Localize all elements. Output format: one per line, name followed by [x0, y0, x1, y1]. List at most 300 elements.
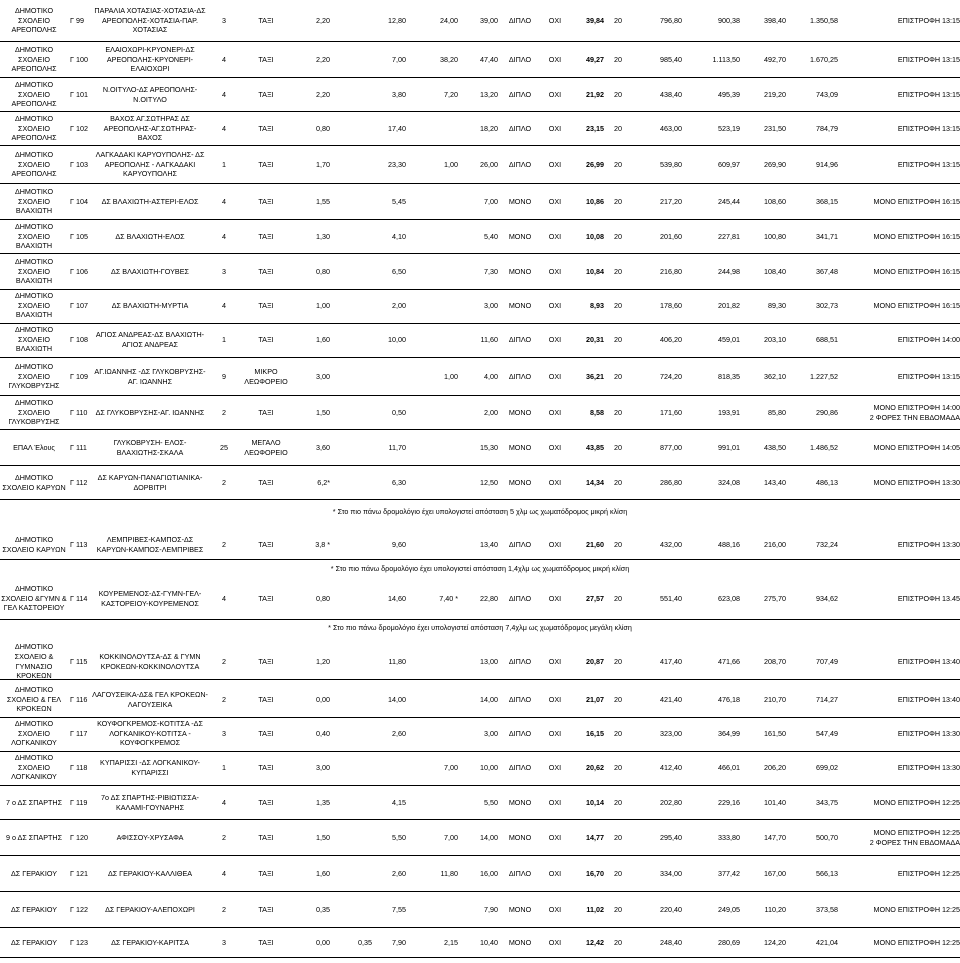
cell-vehicle: ΤΑΞΙ — [258, 89, 274, 99]
cell-code: Γ 122 — [70, 904, 88, 914]
cell-vehicle: ΤΑΞΙ — [258, 694, 274, 704]
cell-code: Γ 115 — [70, 656, 88, 666]
cell-escort: ΟΧΙ — [548, 656, 562, 666]
cell-k3 — [420, 892, 458, 927]
cell-v4: 1.670,25 — [810, 54, 838, 64]
cell-students: 2 — [222, 656, 226, 666]
cell-code: Γ 100 — [70, 54, 88, 64]
cell-escort: ΟΧΙ — [548, 231, 562, 241]
cell-k4: 4,00 — [484, 371, 498, 381]
cell-days: 20 — [614, 334, 622, 344]
cell-code: Γ 103 — [70, 159, 88, 169]
cell-vehicle: ΤΑΞΙ — [258, 266, 274, 276]
cell-k1: 2,20 — [316, 54, 330, 64]
cell-students: 4 — [222, 231, 226, 241]
cell-v4: 341,71 — [816, 231, 838, 241]
cell-type: ΜΟΝΟ — [508, 904, 532, 914]
cell-k3: 11,80 — [440, 868, 458, 878]
cell-sched: ΕΠΙΣΤΡΟΦΗ 12:25 — [897, 868, 960, 878]
cell-escort: ΟΧΙ — [548, 407, 562, 417]
cell-v3: 143,40 — [764, 477, 786, 487]
cell-k1: 1,55 — [316, 196, 330, 206]
cell-code: Γ 118 — [70, 762, 88, 772]
cell-sched: ΕΠΙΣΤΡΟΦΗ 13:30 — [897, 539, 960, 549]
cell-k4: 10,40 — [480, 937, 498, 947]
cell-v1: 171,60 — [660, 407, 682, 417]
cell-k1: 1,50 — [316, 407, 330, 417]
cell-v1: 421,40 — [660, 694, 682, 704]
cell-v3: 269,90 — [764, 159, 786, 169]
cell-v1: 551,40 — [660, 593, 682, 603]
cell-school: ΔΗΜΟΤΙΚΟ ΣΧΟΛΕΙΟ ΑΡΕΟΠΟΛΗΣ — [11, 114, 57, 143]
cell-k3 — [420, 288, 458, 323]
cell-v2: 609,97 — [718, 159, 740, 169]
cell-v2: 818,35 — [718, 371, 740, 381]
cell-v2: 991,01 — [718, 442, 740, 452]
cell-escort: ΟΧΙ — [548, 300, 562, 310]
cell-route: ΚΥΠΑΡΙΣΣΙ -ΔΣ ΛΟΓΚΑΝΙΚΟΥ- ΚΥΠΑΡΙΣΣΙ — [100, 757, 200, 777]
cell-route: ΒΑΧΟΣ ΑΓ.ΣΩΤΗΡΑΣ ΔΣ ΑΡΕΟΠΟΛΗΣ-ΑΓ.ΣΩΤΗΡΑΣ- ΒΑΧΟΣ — [103, 114, 197, 143]
cell-total: 12,42 — [586, 937, 604, 947]
cell-total: 10,84 — [586, 266, 604, 276]
cell-v3: 89,30 — [768, 300, 786, 310]
cell-k2: 7,55 — [392, 904, 406, 914]
cell-v1: 248,40 — [660, 937, 682, 947]
cell-escort: ΟΧΙ — [548, 762, 562, 772]
cell-sched: ΕΠΙΣΤΡΟΦΗ 13:15 — [897, 123, 960, 133]
cell-route: ΠΑΡΑΛΙΑ ΧΟΤΑΣΙΑΣ-ΧΟΤΑΣΙΑ-ΔΣ ΑΡΕΟΠΟΛΗΣ-ΧΟΤΑΣΙΑ-ΠΑΡ. ΧΟΤΑΣΙΑΣ — [94, 6, 206, 35]
cell-v4: 343,75 — [816, 797, 838, 807]
cell-k4: 47,40 — [480, 54, 498, 64]
cell-v4: 688,51 — [816, 334, 838, 344]
cell-k4: 18,20 — [480, 123, 498, 133]
cell-v1: 539,80 — [660, 159, 682, 169]
cell-escort: ΟΧΙ — [548, 266, 562, 276]
cell-escort: ΟΧΙ — [548, 694, 562, 704]
table-row — [0, 856, 960, 892]
cell-k3 — [420, 430, 458, 465]
cell-total: 20,31 — [586, 334, 604, 344]
cell-students: 2 — [222, 407, 226, 417]
cell-k1: 1,30 — [316, 231, 330, 241]
cell-v1: 985,40 — [660, 54, 682, 64]
cell-v3: 101,40 — [764, 797, 786, 807]
cell-vehicle: ΤΑΞΙ — [258, 54, 274, 64]
cell-k1: 1,50 — [316, 832, 330, 842]
cell-days: 20 — [614, 159, 622, 169]
cell-total: 10,08 — [586, 231, 604, 241]
cell-k1b: 0,35 — [358, 937, 372, 947]
cell-sched: ΕΠΙΣΤΡΟΦΗ 13.45 — [897, 593, 960, 603]
cell-k3: 1,00 — [444, 159, 458, 169]
cell-v3: 210,70 — [764, 694, 786, 704]
cell-total: 10,14 — [586, 797, 604, 807]
cell-days: 20 — [614, 832, 622, 842]
cell-code: Γ 110 — [70, 407, 88, 417]
cell-k3 — [420, 254, 458, 289]
cell-sched: ΕΠΙΣΤΡΟΦΗ 13:40 — [897, 694, 960, 704]
cell-students: 4 — [222, 868, 226, 878]
cell-k3: 7,00 — [444, 832, 458, 842]
cell-v3: 208,70 — [764, 656, 786, 666]
cell-v1: 323,00 — [660, 728, 682, 738]
cell-sched: ΜΟΝΟ ΕΠΙΣΤΡΟΦΗ 12:25 2 ΦΟΡΕΣ ΤΗΝ ΕΒΔΟΜΑΔΑ — [869, 827, 960, 847]
cell-route: ΔΣ ΓΕΡΑΚΙΟΥ-ΑΛΕΠΟΧΩΡΙ — [105, 904, 195, 914]
cell-k2: 12,80 — [388, 15, 406, 25]
cell-total: 23,15 — [586, 123, 604, 133]
cell-total: 21,92 — [586, 89, 604, 99]
cell-type: ΔΙΠΛΟ — [508, 89, 532, 99]
cell-route: ΔΣ ΒΛΑΧΙΩΤΗ-ΜΥΡΤΙΑ — [111, 300, 189, 310]
cell-escort: ΟΧΙ — [548, 15, 562, 25]
cell-v3: 219,20 — [764, 89, 786, 99]
cell-v1: 796,80 — [660, 15, 682, 25]
cell-escort: ΟΧΙ — [548, 159, 562, 169]
cell-total: 39,84 — [586, 15, 604, 25]
cell-v2: 471,66 — [718, 656, 740, 666]
cell-days: 20 — [614, 477, 622, 487]
cell-k3: 7,00 — [444, 762, 458, 772]
cell-type: ΔΙΠΛΟ — [508, 159, 532, 169]
cell-type: ΔΙΠΛΟ — [508, 593, 532, 603]
cell-v1: 202,80 — [660, 797, 682, 807]
table-row — [0, 466, 960, 500]
cell-total: 14,77 — [586, 832, 604, 842]
cell-escort: ΟΧΙ — [548, 593, 562, 603]
table-row — [0, 254, 960, 290]
cell-code: Γ 123 — [70, 937, 88, 947]
cell-route: 7ο ΔΣ ΣΠΑΡΤΗΣ-ΡΙΒΙΩΤΙΣΣΑ- ΚΑΛΑΜΙ-ΓΟΥΝΑΡΗΣ — [101, 792, 199, 812]
cell-school: ΔΗΜΟΤΙΚΟ ΣΧΟΛΕΙΟ ΒΛΑΧΙΩΤΗ — [14, 257, 54, 286]
cell-days: 20 — [614, 266, 622, 276]
cell-k1: 0,00 — [316, 694, 330, 704]
cell-total: 14,34 — [586, 477, 604, 487]
cell-k4: 11,60 — [480, 334, 498, 344]
cell-vehicle: ΤΑΞΙ — [258, 937, 274, 947]
cell-days: 20 — [614, 797, 622, 807]
cell-school: ΔΗΜΟΤΙΚΟ ΣΧΟΛΕΙΟ ΛΟΓΚΑΝΙΚΟΥ — [11, 719, 57, 748]
cell-vehicle: ΤΑΞΙ — [258, 728, 274, 738]
cell-route: ΑΦΙΣΣΟΥ-ΧΡΥΣΑΦΑ — [116, 832, 184, 842]
footnote-1: * Στο πιο πάνω δρομολόγιο έχει υπολογιστεί απόσταση 5 χλμ ως χωματόδρομος μικρή κλίση — [332, 507, 628, 516]
cell-sched: ΕΠΙΣΤΡΟΦΗ 13:15 — [897, 89, 960, 99]
cell-v3: 216,00 — [764, 539, 786, 549]
cell-days: 20 — [614, 54, 622, 64]
cell-vehicle: ΤΑΞΙ — [258, 593, 274, 603]
cell-v1: 178,60 — [660, 300, 682, 310]
cell-k3 — [420, 112, 458, 145]
cell-v4: 714,27 — [816, 694, 838, 704]
cell-k2: 10,00 — [388, 334, 406, 344]
cell-students: 3 — [222, 15, 226, 25]
cell-sched: ΕΠΙΣΤΡΟΦΗ 13:15 — [897, 15, 960, 25]
cell-v2: 459,01 — [718, 334, 740, 344]
cell-total: 21,07 — [586, 694, 604, 704]
table-row — [0, 682, 960, 718]
cell-k4: 7,00 — [484, 196, 498, 206]
cell-type: ΜΟΝΟ — [508, 442, 532, 452]
cell-sched: ΕΠΙΣΤΡΟΦΗ 13:15 — [897, 371, 960, 381]
cell-v2: 201,82 — [718, 300, 740, 310]
cell-code: Γ 120 — [70, 832, 88, 842]
cell-k3 — [420, 466, 458, 499]
cell-sched: ΜΟΝΟ ΕΠΙΣΤΡΟΦΗ 12:25 — [873, 904, 960, 914]
cell-days: 20 — [614, 300, 622, 310]
cell-route: ΚΟΚΚΙΝΟΛΟΥΤΣΑ-ΔΣ & ΓΥΜΝ ΚΡΟΚΕΩΝ-ΚΟΚΚΙΝΟΛΟΥΤΣΑ — [99, 651, 201, 671]
cell-k3 — [420, 396, 458, 429]
cell-type: ΔΙΠΛΟ — [508, 334, 532, 344]
cell-v2: 280,69 — [718, 937, 740, 947]
cell-school: ΔΗΜΟΤΙΚΟ ΣΧΟΛΕΙΟ & ΓΥΜΝΑΣΙΟ ΚΡΟΚΕΩΝ — [14, 642, 54, 681]
cell-k1: 2,20 — [316, 89, 330, 99]
cell-students: 1 — [222, 334, 226, 344]
cell-students: 4 — [222, 593, 226, 603]
cell-code: Γ 107 — [70, 300, 88, 310]
cell-code: Γ 99 — [70, 15, 84, 25]
cell-vehicle: ΜΙΚΡΟ ΛΕΩΦΟΡΕΙΟ — [244, 366, 288, 386]
cell-v2: 900,38 — [718, 15, 740, 25]
cell-total: 26,99 — [586, 159, 604, 169]
cell-k3 — [420, 220, 458, 253]
cell-students: 1 — [222, 159, 226, 169]
cell-escort: ΟΧΙ — [548, 832, 562, 842]
table-row — [0, 112, 960, 146]
cell-days: 20 — [614, 728, 622, 738]
cell-vehicle: ΤΑΞΙ — [258, 904, 274, 914]
cell-type: ΔΙΠΛΟ — [508, 539, 532, 549]
cell-v1: 432,00 — [660, 539, 682, 549]
cell-k2: 4,10 — [392, 231, 406, 241]
cell-v2: 227,81 — [718, 231, 740, 241]
cell-sched: ΜΟΝΟ ΕΠΙΣΤΡΟΦΗ 16:15 — [873, 300, 960, 310]
cell-k1: 1,00 — [316, 300, 330, 310]
cell-v1: 438,40 — [660, 89, 682, 99]
cell-v1: 217,20 — [660, 196, 682, 206]
cell-v2: 495,39 — [718, 89, 740, 99]
cell-v4: 373,58 — [816, 904, 838, 914]
cell-students: 4 — [222, 196, 226, 206]
cell-route: ΚΟΥΦΟΓΚΡΕΜΟΣ-ΚΟΤΙΤΣΑ -ΔΣ ΛΟΓΚΑΝΙΚΟΥ-ΚΟΤΙΤΣΑ - ΚΟΥΦΟΓΚΡΕΜΟΣ — [97, 719, 203, 748]
cell-type: ΔΙΠΛΟ — [508, 762, 532, 772]
cell-v4: 302,73 — [816, 300, 838, 310]
cell-k4: 15,30 — [480, 442, 498, 452]
cell-v1: 724,20 — [660, 371, 682, 381]
table-row — [0, 578, 960, 620]
cell-k1: 3,00 — [316, 762, 330, 772]
cell-v1: 412,40 — [660, 762, 682, 772]
cell-students: 4 — [222, 300, 226, 310]
cell-code: Γ 116 — [70, 694, 88, 704]
cell-v1: 216,80 — [660, 266, 682, 276]
cell-type: ΜΟΝΟ — [508, 477, 532, 487]
cell-v4: 732,24 — [816, 539, 838, 549]
cell-v1: 406,20 — [660, 334, 682, 344]
cell-escort: ΟΧΙ — [548, 196, 562, 206]
cell-days: 20 — [614, 196, 622, 206]
cell-v3: 147,70 — [764, 832, 786, 842]
table-row — [0, 146, 960, 184]
cell-code: Γ 119 — [70, 797, 88, 807]
cell-code: Γ 102 — [70, 123, 88, 133]
cell-total: 27,57 — [586, 593, 604, 603]
cell-code: Γ 108 — [70, 334, 88, 344]
cell-total: 49,27 — [586, 54, 604, 64]
cell-days: 20 — [614, 937, 622, 947]
cell-k4: 13,40 — [480, 539, 498, 549]
table-row — [0, 750, 960, 786]
cell-v2: 333,80 — [718, 832, 740, 842]
footnote-3: * Στο πιο πάνω δρομολόγιο έχει υπολογιστεί απόσταση 7,4χλμ ως χωματόδρομος μεγάλη κλίση — [328, 623, 632, 632]
cell-vehicle: ΤΑΞΙ — [258, 539, 274, 549]
cell-vehicle: ΜΕΓΑΛΟ ΛΕΩΦΟΡΕΙΟ — [244, 437, 288, 457]
cell-days: 20 — [614, 656, 622, 666]
cell-school: ΔΗΜΟΤΙΚΟ ΣΧΟΛΕΙΟ ΒΛΑΧΙΩΤΗ — [14, 325, 54, 354]
cell-type: ΜΟΝΟ — [508, 937, 532, 947]
cell-escort: ΟΧΙ — [548, 937, 562, 947]
cell-students: 2 — [222, 904, 226, 914]
cell-school: ΔΗΜΟΤΙΚΟ ΣΧΟΛΕΙΟ ΚΑΡΥΩΝ — [2, 472, 66, 492]
cell-k2: 14,60 — [388, 593, 406, 603]
cell-vehicle: ΤΑΞΙ — [258, 797, 274, 807]
cell-v4: 367,48 — [816, 266, 838, 276]
cell-route: ΔΣ ΓΕΡΑΚΙΟΥ-ΚΑΛΛΙΘΕΑ — [107, 868, 193, 878]
cell-type: ΔΙΠΛΟ — [508, 54, 532, 64]
cell-v3: 438,50 — [764, 442, 786, 452]
cell-k4: 12,50 — [480, 477, 498, 487]
cell-escort: ΟΧΙ — [548, 123, 562, 133]
cell-code: Γ 112 — [70, 477, 88, 487]
cell-k1: 3,8 * — [315, 539, 330, 549]
cell-k3: 1,00 — [444, 371, 458, 381]
cell-route: ΑΓΙΟΣ ΑΝΔΡΕΑΣ-ΔΣ ΒΛΑΧΙΩΤΗ- ΑΓΙΟΣ ΑΝΔΡΕΑΣ — [95, 329, 205, 349]
cell-vehicle: ΤΑΞΙ — [258, 300, 274, 310]
cell-students: 4 — [222, 54, 226, 64]
cell-v4: 421,04 — [816, 937, 838, 947]
cell-route: ΔΣ ΒΛΑΧΙΩΤΗ-ΓΟΥΒΕΣ — [111, 266, 189, 276]
footnote-2: * Στο πιο πάνω δρομολόγιο έχει υπολογιστεί απόσταση 1,4χλμ ως χωματόδρομος μικρή κλίση — [330, 564, 630, 573]
cell-v2: 249,05 — [718, 904, 740, 914]
cell-students: 3 — [222, 266, 226, 276]
cell-vehicle: ΤΑΞΙ — [258, 15, 274, 25]
table-row — [0, 358, 960, 396]
cell-total: 20,87 — [586, 656, 604, 666]
cell-route: ΛΑΓΟΥΣΕΙΚΑ-ΔΣ& ΓΕΛ ΚΡΟΚΕΩΝ- ΛΑΓΟΥΣΕΙΚΑ — [92, 689, 208, 709]
cell-v4: 934,62 — [816, 593, 838, 603]
cell-escort: ΟΧΙ — [548, 371, 562, 381]
cell-school: ΔΗΜΟΤΙΚΟ ΣΧΟΛΕΙΟ ΚΑΡΥΩΝ — [2, 534, 66, 554]
cell-vehicle: ΤΑΞΙ — [258, 334, 274, 344]
cell-v4: 547,49 — [816, 728, 838, 738]
table-row — [0, 184, 960, 220]
cell-students: 4 — [222, 797, 226, 807]
cell-route: ΔΣ ΓΕΡΑΚΙΟΥ-ΚΑΡΙΤΣΑ — [111, 937, 189, 947]
cell-type: ΔΙΠΛΟ — [508, 123, 532, 133]
cell-v3: 362,10 — [764, 371, 786, 381]
cell-route: ΔΣ ΒΛΑΧΙΩΤΗ-ΑΣΤΕΡΙ-ΕΛΟΣ — [101, 196, 199, 206]
cell-v3: 492,70 — [764, 54, 786, 64]
cell-sched: ΕΠΙΣΤΡΟΦΗ 13:40 — [897, 656, 960, 666]
cell-v2: 523,19 — [718, 123, 740, 133]
cell-sched: ΕΠΙΣΤΡΟΦΗ 13:15 — [897, 159, 960, 169]
cell-k4: 13,20 — [480, 89, 498, 99]
cell-k2: 7,00 — [392, 54, 406, 64]
cell-code: Γ 104 — [70, 196, 88, 206]
cell-sched: ΕΠΙΣΤΡΟΦΗ 13:15 — [897, 54, 960, 64]
cell-k1: 6,2* — [317, 477, 330, 487]
cell-route: ΛΑΓΚΑΔΑΚΙ ΚΑΡΥΟΥΠΟΛΗΣ- ΔΣ ΑΡΕΟΠΟΛΗΣ - ΛΑΓΚΑΔΑΚΙ ΚΑΡΥΟΥΠΟΛΗΣ — [95, 150, 205, 179]
cell-school: ΕΠΑΛ Έλους — [13, 442, 55, 452]
cell-school: ΔΗΜΟΤΙΚΟ ΣΧΟΛΕΙΟ ΑΡΕΟΠΟΛΗΣ — [11, 45, 57, 74]
cell-k4: 39,00 — [480, 15, 498, 25]
table-row — [0, 42, 960, 78]
cell-k1: 1,60 — [316, 868, 330, 878]
cell-k4: 14,00 — [480, 694, 498, 704]
table-row — [0, 396, 960, 430]
cell-vehicle: ΤΑΞΙ — [258, 762, 274, 772]
cell-k2: 5,45 — [392, 196, 406, 206]
cell-school: 9 ο ΔΣ ΣΠΑΡΤΗΣ — [5, 832, 63, 842]
cell-v3: 231,50 — [764, 123, 786, 133]
cell-k4: 7,90 — [484, 904, 498, 914]
cell-type: ΜΟΝΟ — [508, 407, 532, 417]
cell-v2: 488,16 — [718, 539, 740, 549]
cell-sched: ΜΟΝΟ ΕΠΙΣΤΡΟΦΗ 12:25 — [873, 797, 960, 807]
cell-school: ΔΗΜΟΤΙΚΟ ΣΧΟΛΕΙΟ ΑΡΕΟΠΟΛΗΣ — [11, 6, 57, 35]
cell-vehicle: ΤΑΞΙ — [258, 123, 274, 133]
cell-v3: 85,80 — [768, 407, 786, 417]
cell-type: ΔΙΠΛΟ — [508, 15, 532, 25]
cell-v1: 201,60 — [660, 231, 682, 241]
cell-sched: ΜΟΝΟ ΕΠΙΣΤΡΟΦΗ 16:15 — [873, 231, 960, 241]
cell-total: 10,86 — [586, 196, 604, 206]
cell-vehicle: ΤΑΞΙ — [258, 656, 274, 666]
cell-v2: 364,99 — [718, 728, 740, 738]
cell-code: Γ 111 — [70, 442, 87, 452]
cell-school: ΔΣ ΓΕΡΑΚΙΟΥ — [11, 904, 57, 914]
cell-type: ΔΙΠΛΟ — [508, 728, 532, 738]
cell-route: ΔΣ ΓΛΥΚΟΒΡΥΣΗΣ-ΑΓ. ΙΩΑΝΝΗΣ — [95, 407, 205, 417]
cell-v1: 877,00 — [660, 442, 682, 452]
cell-type: ΜΟΝΟ — [508, 300, 532, 310]
cell-type: ΜΟΝΟ — [508, 797, 532, 807]
cell-v1: 220,40 — [660, 904, 682, 914]
cell-k2: 2,60 — [392, 868, 406, 878]
cell-code: Γ 109 — [70, 371, 88, 381]
cell-v4: 1.227,52 — [810, 371, 838, 381]
cell-v2: 377,42 — [718, 868, 740, 878]
cell-students: 2 — [222, 477, 226, 487]
cell-k4: 7,30 — [484, 266, 498, 276]
cell-k1: 0,80 — [316, 123, 330, 133]
cell-escort: ΟΧΙ — [548, 797, 562, 807]
cell-sched: ΜΟΝΟ ΕΠΙΣΤΡΟΦΗ 12:25 — [873, 937, 960, 947]
cell-days: 20 — [614, 593, 622, 603]
cell-days: 20 — [614, 539, 622, 549]
cell-v4: 500,70 — [816, 832, 838, 842]
cell-k4: 26,00 — [480, 159, 498, 169]
cell-escort: ΟΧΙ — [548, 728, 562, 738]
cell-students: 2 — [222, 832, 226, 842]
cell-type: ΜΟΝΟ — [508, 266, 532, 276]
table-row — [0, 78, 960, 112]
cell-type: ΜΟΝΟ — [508, 196, 532, 206]
cell-students: 4 — [222, 89, 226, 99]
cell-students: 2 — [222, 694, 226, 704]
cell-escort: ΟΧΙ — [548, 539, 562, 549]
cell-days: 20 — [614, 694, 622, 704]
cell-school: ΔΗΜΟΤΙΚΟ ΣΧΟΛΕΙΟ ΑΡΕΟΠΟΛΗΣ — [11, 80, 57, 109]
cell-school: 7 ο ΔΣ ΣΠΑΡΤΗΣ — [5, 797, 63, 807]
